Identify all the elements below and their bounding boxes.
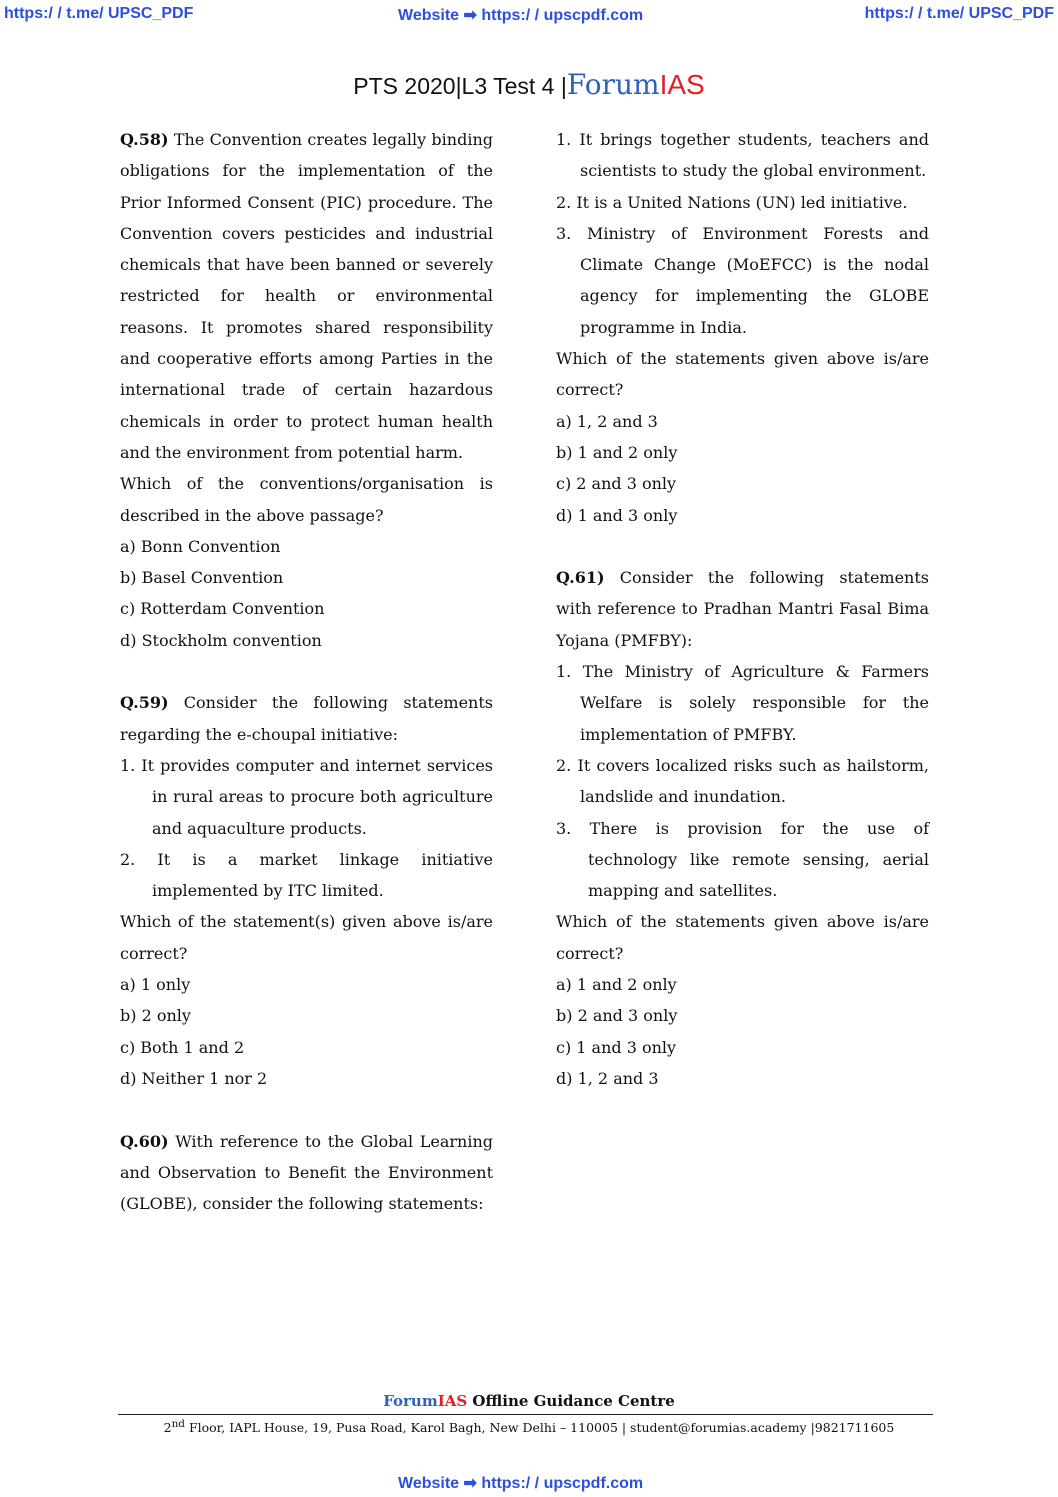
option-d[interactable]: d) 1, 2 and 3 [556, 1068, 659, 1088]
question-prompt: Which of the conventions/organisation is described in the above passage? [120, 474, 493, 525]
statement-2: 2. It is a market linkage initiative implemented by ITC limited. [120, 849, 493, 901]
question-number: Q.58) [120, 130, 169, 149]
left-column [120, 124, 493, 1219]
statement-1: 1. The Ministry of Agriculture & Farmers Welfare is solely responsible for the implementation of PMFBY. [556, 662, 929, 744]
question-58-text [120, 124, 493, 468]
option-d[interactable]: d) Neither 1 nor 2 [120, 1068, 268, 1088]
question-number: Q.59) [120, 693, 169, 713]
question-body: Consider the following statements regarding the e-choupal initiative: [120, 693, 493, 744]
option-c[interactable]: c) 2 and 3 only [556, 474, 677, 494]
option-c[interactable]: c) Both 1 and 2 [120, 1037, 245, 1057]
footer-centre-name [0, 1392, 1058, 1410]
option-b[interactable]: b) 2 and 3 only [556, 1006, 678, 1026]
question-body: With reference to the Global Learning and Observation to Benefit the Environment (GLOBE), consider the following statements: [120, 1131, 493, 1214]
option-a[interactable]: a) Bonn Convention [120, 536, 281, 556]
footer-address [0, 1418, 1058, 1435]
website-link-top[interactable]: Website ➡ https:/ / upscpdf.com [398, 7, 644, 24]
website-link-bottom[interactable]: Website ➡ https:/ / upscpdf.com [398, 1475, 644, 1492]
option-b[interactable]: b) Basel Convention [120, 568, 284, 588]
question-60-text [120, 1126, 493, 1220]
option-d[interactable]: d) 1 and 3 only [556, 505, 678, 525]
question-59-text [120, 687, 493, 750]
question-58 [120, 124, 493, 656]
footer-centre-label: Offline Guidance Centre [467, 1392, 675, 1410]
floor-number: 2 [163, 1420, 172, 1436]
footer-divider [118, 1414, 933, 1415]
statement-1: 1. It provides computer and internet services in rural areas to procure both agriculture and aquaculture products. [120, 755, 493, 838]
footer-brand-forum: Forum [383, 1392, 438, 1410]
question-61 [556, 562, 929, 1094]
question-59 [120, 687, 493, 1094]
question-prompt: Which of the statements given above is/are correct? [556, 349, 929, 400]
option-a[interactable]: a) 1 only [120, 975, 191, 995]
telegram-link-left[interactable]: https:/ / t.me/ UPSC_PDF [4, 5, 194, 22]
question-60-continued [556, 124, 929, 531]
question-body: The Convention creates legally binding obligations for the implementation of the Prior Informed Consent (PIC) procedure. The Convention covers pesticides and industrial chemicals that have been banned or severely restricted for health or environmental reasons. It promotes shared responsibility and cooperative efforts among Parties in the international trade of certain hazardous chemicals in order to protect human health and the environment from potential harm. [120, 130, 493, 462]
telegram-link-right[interactable]: https:/ / t.me/ UPSC_PDF [864, 5, 1054, 22]
option-b[interactable]: b) 2 only [120, 1006, 191, 1026]
statement-2: 2. It covers localized risks such as hailstorm, landslide and inundation. [556, 755, 929, 807]
question-prompt: Which of the statements given above is/are correct? [556, 912, 929, 963]
statement-1: 1. It brings together students, teachers and scientists to study the global environment. [556, 130, 929, 181]
statement-3: 3. There is provision for the use of technology like remote sensing, aerial mapping and satellites. [556, 818, 929, 901]
statement-3: 3. Ministry of Environment Forests and Climate Change (MoEFCC) is the nodal agency for implementing the GLOBE programme in India. [556, 223, 929, 337]
option-c[interactable]: c) Rotterdam Convention [120, 599, 325, 619]
option-a[interactable]: a) 1 and 2 only [556, 975, 677, 995]
header-title-text: PTS 2020|L3 Test 4 | [353, 73, 567, 99]
question-body: Consider the following statements with reference to Pradhan Mantri Fasal Bima Yojana (PMFBY): [556, 568, 929, 650]
brand-forum: Forum [566, 68, 660, 101]
option-c[interactable]: c) 1 and 3 only [556, 1037, 677, 1057]
question-prompt: Which of the statement(s) given above is/are correct? [120, 912, 493, 963]
floor-suffix: nd [171, 1418, 185, 1430]
option-d[interactable]: d) Stockholm convention [120, 630, 322, 650]
right-column [556, 124, 929, 1094]
question-61-text [556, 562, 929, 656]
address-text: Floor, IAPL House, 19, Pusa Road, Karol Bagh, New Delhi – 110005 | student@forumias.academy |9821711605 [184, 1420, 895, 1436]
question-number: Q.60) [120, 1131, 169, 1151]
option-b[interactable]: b) 1 and 2 only [556, 442, 678, 462]
question-60-intro [120, 1126, 493, 1220]
brand-ias: IAS [659, 69, 705, 100]
question-number: Q.61) [556, 568, 605, 588]
option-a[interactable]: a) 1, 2 and 3 [556, 411, 658, 431]
page-header [0, 68, 1058, 101]
footer-brand-ias: IAS [437, 1392, 468, 1410]
statement-2: 2. It is a United Nations (UN) led initiative. [556, 192, 908, 212]
